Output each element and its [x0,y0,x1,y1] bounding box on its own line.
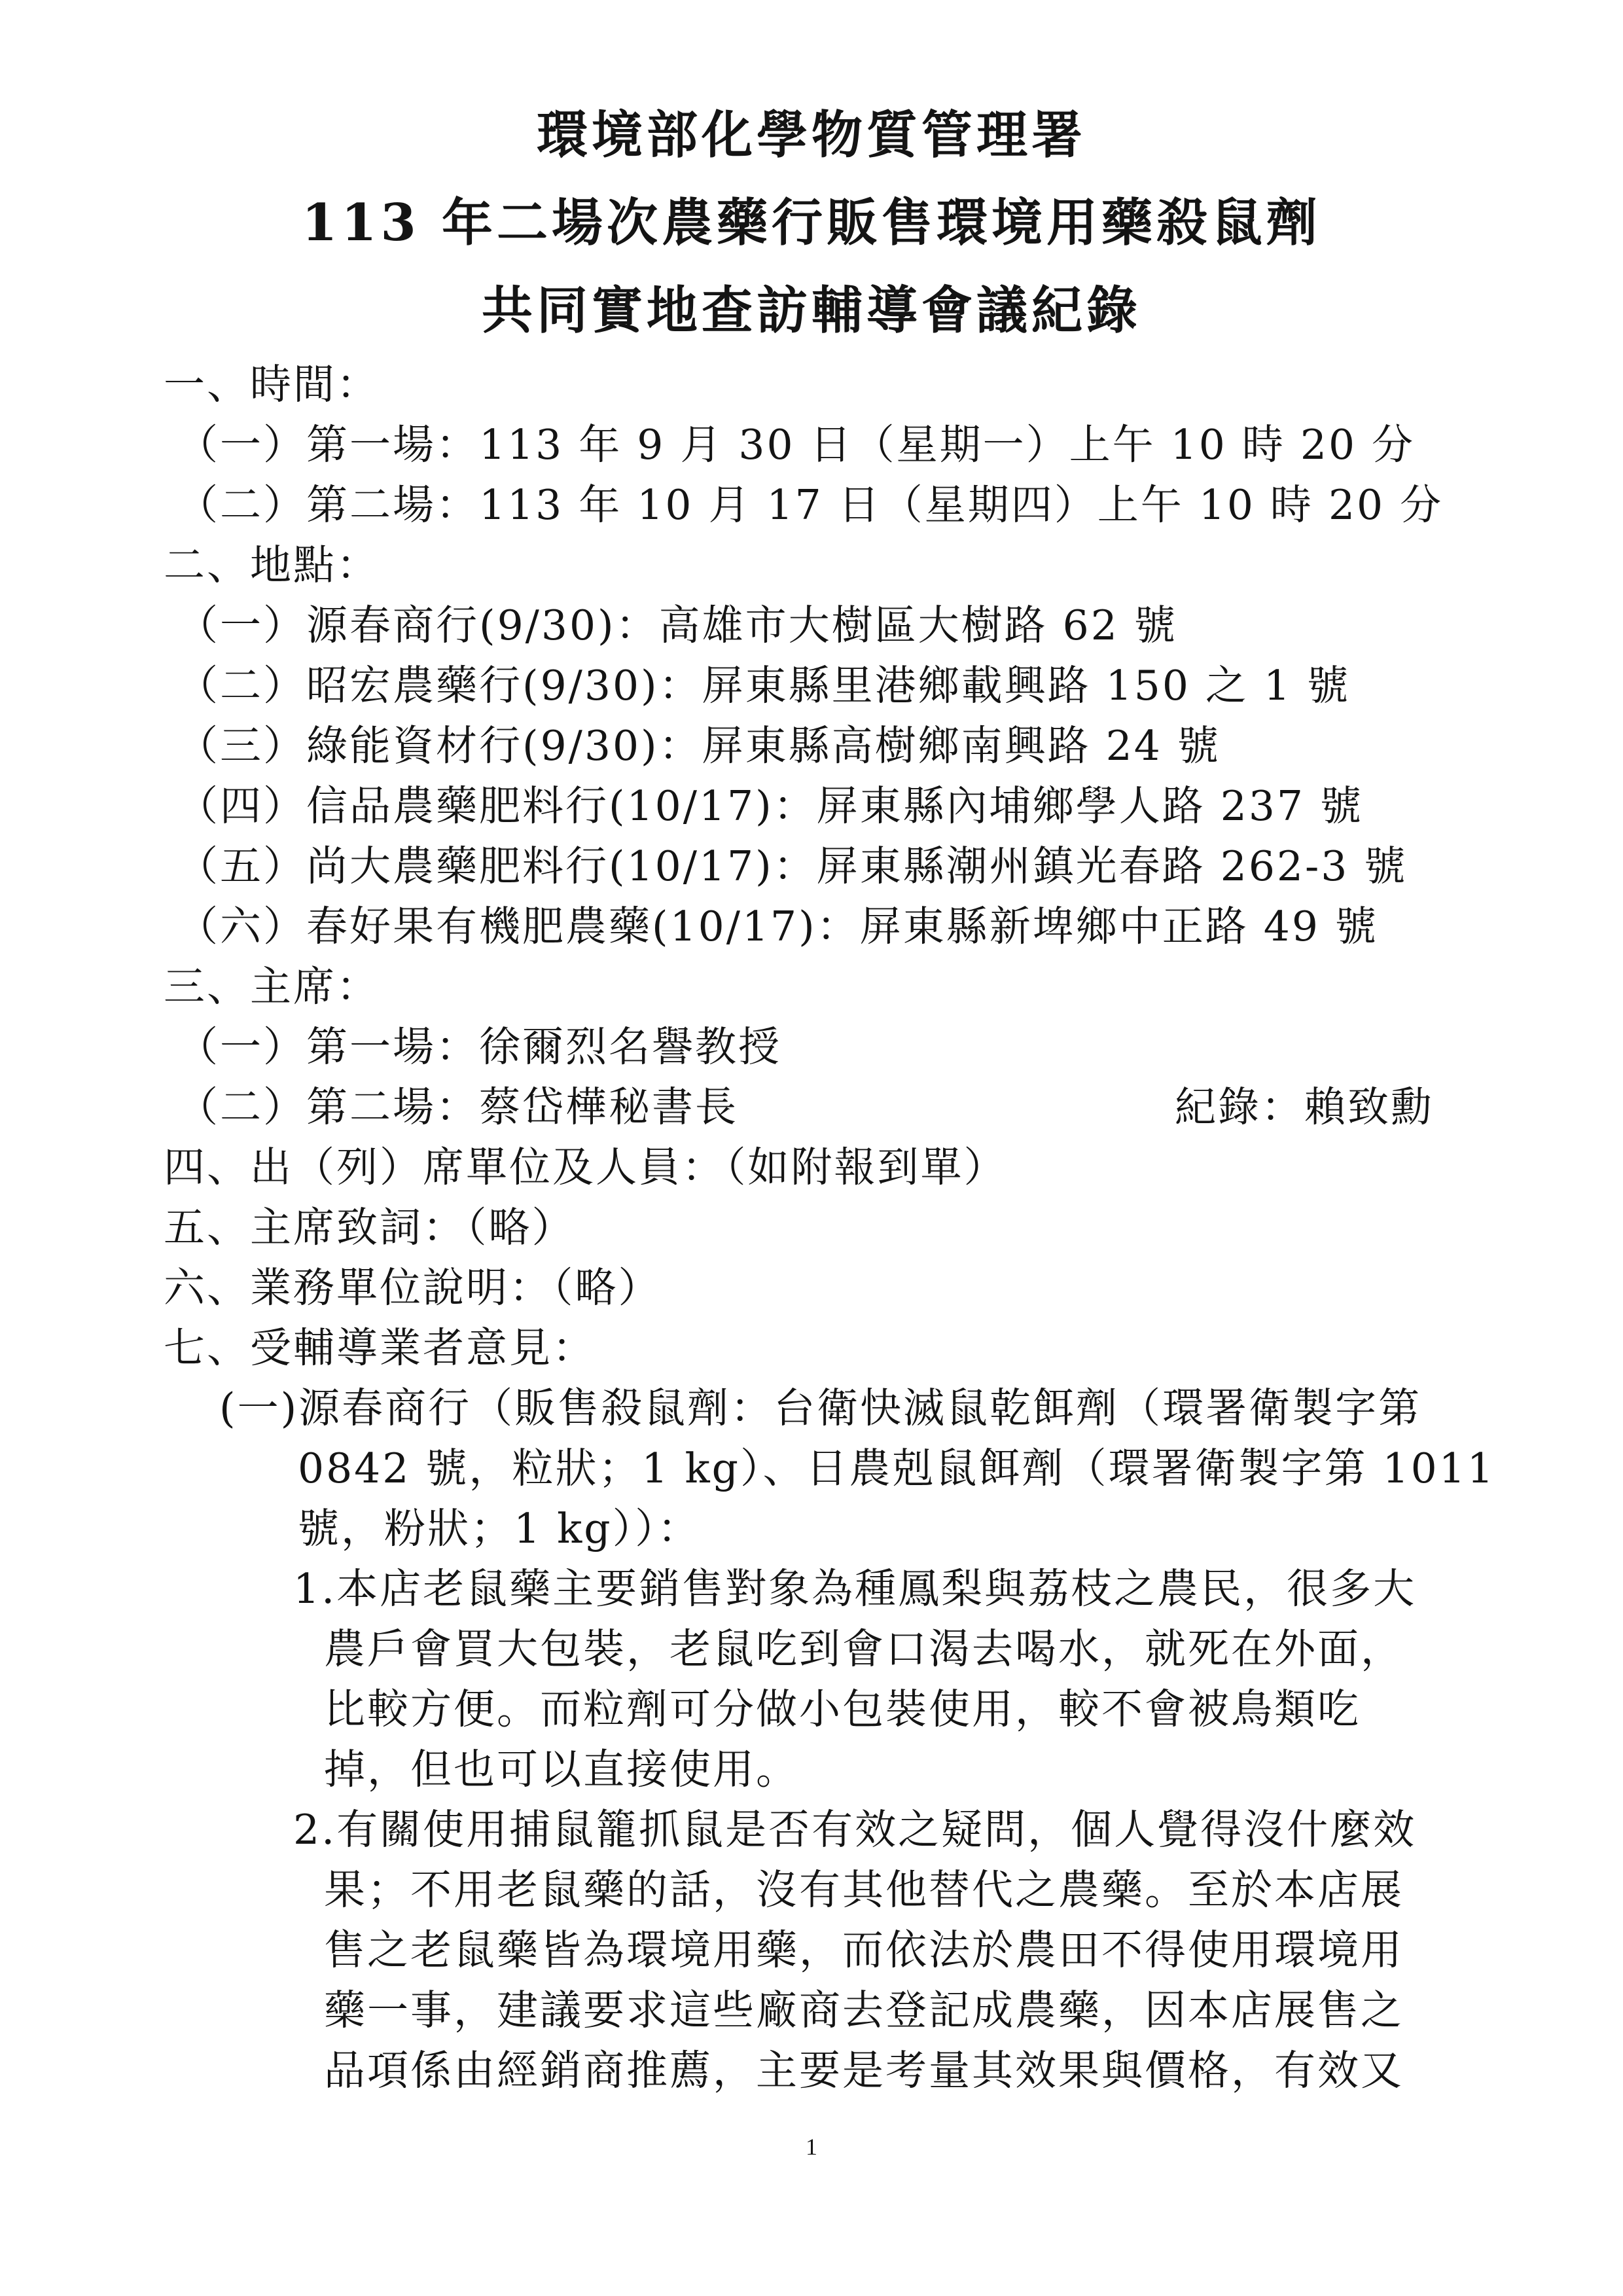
opinion-2-line-3: 售之老鼠藥皆為環境用藥，而依法於農田不得使用環境用 [324,1926,1404,1974]
opinion-1-line-3: 比較方便。而粒劑可分做小包裝使用，較不會被鳥類吃 [324,1685,1361,1733]
section-location-heading: 二、地點： [164,541,380,589]
opinion-1-line-1: 1.本店老鼠藥主要銷售對象為種鳳梨與荔枝之農民，很多大 [293,1565,1417,1613]
location-item-4: （四）信品農藥肥料行(10/17)：屏東縣內埔鄉學人路 237 號 [177,782,1364,830]
section-chair-heading: 三、主席： [164,963,380,1011]
meeting-title: 113 年二場次農藥行販售環境用藥殺鼠劑 [302,193,1321,253]
opinion-2-line-4: 藥一事，建議要求這些廠商去登記成農藥，因本店展售之 [324,1986,1404,2034]
section-unit-briefing: 六、業務單位說明：（略） [164,1264,662,1312]
section-attendees: 四、出（列）席單位及人員：（如附報到單） [164,1143,1007,1191]
opinion-2-line-2: 果；不用老鼠藥的話，沒有其他替代之農藥。至於本店展 [324,1866,1404,1914]
opinion-1-line-4: 掉，但也可以直接使用。 [324,1746,799,1793]
section-operator-opinions: 七、受輔導業者意見： [164,1324,596,1372]
operator-1-line-2: 0842 號，粒狀；1 kg）、日農剋鼠餌劑（環署衛製字第 1011 [298,1444,1495,1492]
opinion-2-line-1: 2.有關使用捕鼠籠抓鼠是否有效之疑問，個人覺得沒什麼效 [293,1806,1417,1854]
opinion-2-line-5: 品項係由經銷商推薦，主要是考量其效果與價格，有效又 [324,2047,1404,2094]
location-item-1: （一）源春商行(9/30)：高雄市大樹區大樹路 62 號 [177,601,1177,649]
location-item-3: （三）綠能資材行(9/30)：屏東縣高樹鄉南興路 24 號 [177,722,1221,770]
location-item-6: （六）春好果有機肥農藥(10/17)：屏東縣新埤鄉中正路 49 號 [177,903,1378,950]
chair-item-1: （一）第一場：徐爾烈名譽教授 [177,1023,781,1071]
operator-1-line-3: 號，粉狀；1 kg））： [298,1505,701,1552]
opinion-1-line-2: 農戶會買大包裝，老鼠吃到會口渴去喝水，就死在外面， [324,1625,1404,1673]
chair-item-2: （二）第二場：蔡岱樺秘書長 [177,1083,738,1131]
location-item-2: （二）昭宏農藥行(9/30)：屏東縣里港鄉載興路 150 之 1 號 [177,662,1351,709]
section-chair-remarks: 五、主席致詞：（略） [164,1204,575,1251]
agency-title: 環境部化學物質管理署 [536,105,1086,165]
time-item-2: （二）第二場：113 年 10 月 17 日（星期四）上午 10 時 20 分 [177,481,1444,529]
section-time-heading: 一、時間： [164,361,380,408]
operator-1-line-1: (一)源春商行（販售殺鼠劑：台衛快滅鼠乾餌劑（環署衛製字第 [219,1384,1422,1432]
time-item-1: （一）第一場：113 年 9 月 30 日（星期一）上午 10 時 20 分 [177,421,1416,469]
page-number: 1 [806,2134,817,2160]
location-item-5: （五）尚大農藥肥料行(10/17)：屏東縣潮州鎮光春路 262-3 號 [177,842,1408,890]
recorder-label: 紀錄：賴致勳 [1175,1083,1434,1131]
meeting-subtitle: 共同實地查訪輔導會議紀錄 [481,281,1141,340]
